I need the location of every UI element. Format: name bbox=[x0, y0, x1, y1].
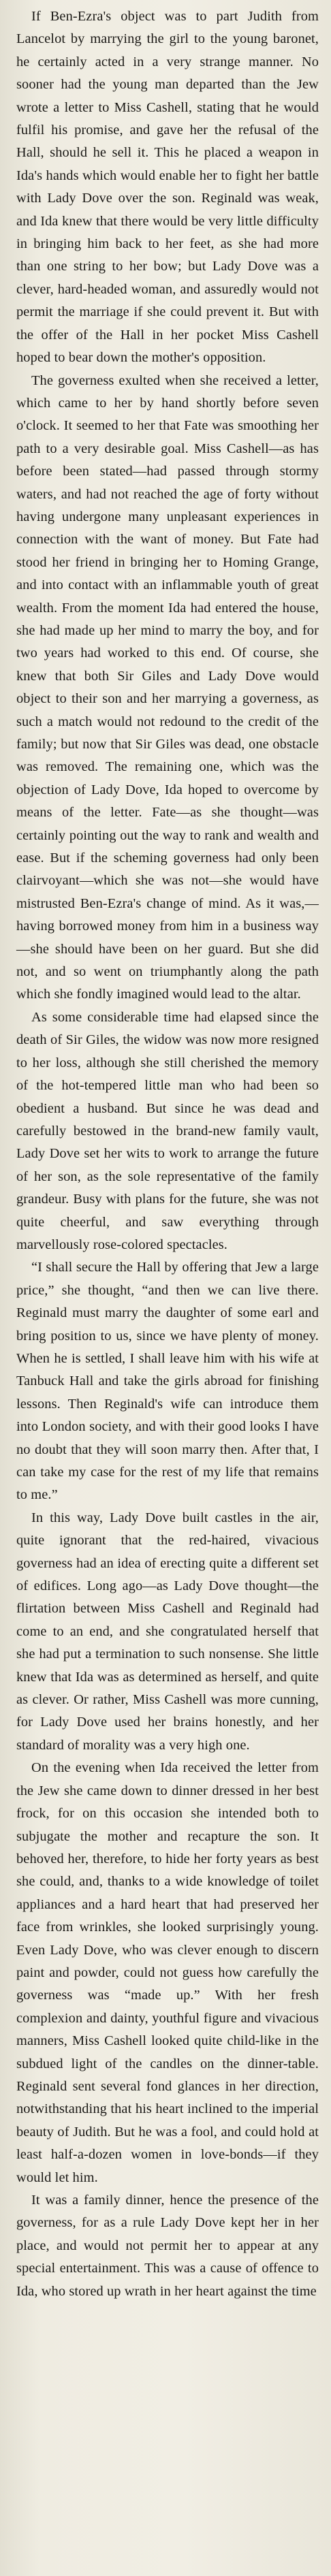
article-paragraph-3: As some considerable time had elapsed since the death of Sir Giles, the widow was now more resigned to her loss, although she still cherished the memory of the hot-tempered little man who had been so obedient a husband. But since he was dead and carefully bestowed in the brand-new family vault, Lady Dove set her wits to work to arrange the future of her son, as the sole representative of the family grandeur. Busy with plans for the future, she was not quite cheerful, and saw everything through marvellously rose-colored spectacles. bbox=[16, 1009, 319, 1252]
article-paragraph-4: “I shall secure the Hall by offering that Jew a large price,” she thought, “and then we can live there. Reginald must marry the daughter of some earl and bring position to us, since we have plenty of money. When he is settled, I shall leave him with his wife at Tanbuck Hall and take the girls abroad for finishing lessons. Then Reginald's wife can introduce them into London society, and with their good looks I have no doubt that they will soon marry then. After that, I can take my case for the rest of my life that remains to me.” bbox=[16, 1260, 319, 1503]
article-column bbox=[16, 5, 319, 2303]
article-paragraph-5: In this way, Lady Dove built castles in the air, quite ignorant that the red-haired, vivacious governess had an idea of erecting quite a different set of edifices. Long ago—as Lady Dove thought—the flirtation between Miss Cashell and Reginald had come to an end, and she congratulated herself that she had put a termination to such nonsense. She little knew that Ida was as determined as herself, and quite as clever. Or rather, Miss Cashell was more cunning, for Lady Dove used her brains honestly, and her standard of morality was a very high one. bbox=[16, 1510, 319, 1753]
article-paragraph-7: It was a family dinner, hence the presence of the governess, for as a rule Lady Dove kept her in her place, and would not permit her to appear at any special entertainment. This was a cause of offence to Ida, who stored up wrath in her heart against the time bbox=[16, 2193, 319, 2299]
article-paragraph-2: The governess exulted when she received a letter, which came to her by hand shortly before seven o'clock. It seemed to her that Fate was smoothing her path to a very desirable goal. Miss Cashell—as has before been stated—had passed through stormy waters, and had not reached the age of forty without having undergone many unpleasant experiences in connection with the want of money. But Fate had stood her friend in bringing her to Homing Grange, and into contact with an inflammable youth of great wealth. From the moment Ida had entered the house, she had made up her mind to marry the boy, and for two years had worked to this end. Of course, she knew that both Sir Giles and Lady Dove would object to their son and her marrying a governess, as such a match would not redound to the credit of the family; but now that Sir Giles was dead, one obstacle was removed. The remaining one, which was the objection of Lady Dove, Ida hoped to overcome by means of the letter. Fate—as she thought—was certainly pointing out the way to rank and wealth and ease. But if the scheming governess had only been clairvoyant—which she was not—she would have mistrusted Ben-Ezra's change of mind. As it was,—having borrowed money from him in a business way—she should have been on her guard. But she did not, and so went on triumphantly along the path which she fondly imagined would lead to the altar. bbox=[16, 372, 319, 1002]
article-paragraph-6: On the evening when Ida received the letter from the Jew she came down to dinner dressed in her best frock, for on this occasion she intended both to subjugate the mother and recapture the son. It behoved her, therefore, to hide her forty years as best she could, and, thanks to a wide knowledge of toilet appliances and a hard heart that had preserved her face from wrinkles, she looked surprisingly young. Even Lady Dove, who was clever enough to discern paint and powder, could not guess how carefully the governess was “made up.” With her fresh complexion and dainty, youthful figure and vivacious manners, Miss Cashell looked quite child-like in the subdued light of the candles on the dinner-table. Reginald sent several fond glances in her direction, notwithstanding that his heart inclined to the imperial beauty of Judith. But he was a fool, and could hold at least half-a-dozen women in love-bonds—if they would let him. bbox=[16, 1760, 319, 2185]
article-paragraph-1: If Ben-Ezra's object was to part Judith from Lancelot by marrying the girl to the young baronet, he certainly acted in a very strange manner. No sooner had the young man departed than the Jew wrote a letter to Miss Cashell, stating that he would fulfil his promise, and gave her the refusal of the Hall, should he sell it. This he placed a weapon in Ida's hands which would enable her to fight her battle with Lady Dove over the son. Reginald was weak, and Ida knew that there would be very little difficulty in bringing him back to her feet, as she had more than one string to her bow; but Lady Dove was a clever, hard-headed woman, and assuredly would not permit the marriage if she could prevent it. But with the offer of the Hall in her pocket Miss Cashell hoped to bear down the mother's opposition. bbox=[16, 9, 319, 366]
